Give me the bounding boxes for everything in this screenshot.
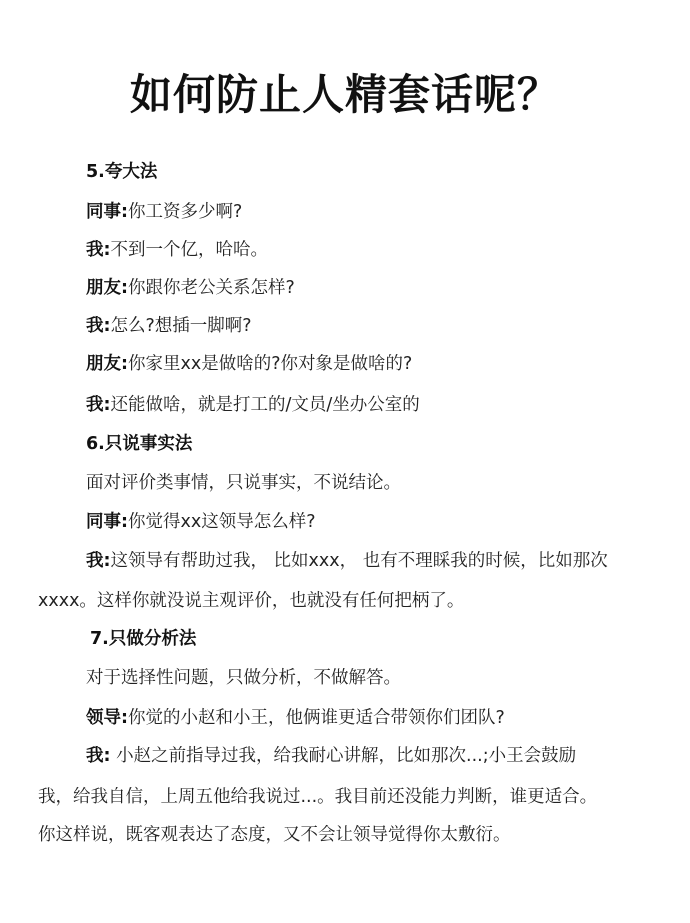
speaker-label: 同事: xyxy=(86,202,128,222)
dialogue-text: 你觉的小赵和小王，他俩谁更适合带领你们团队? xyxy=(128,708,505,728)
section-heading-7: 7.只做分析法 xyxy=(90,629,197,649)
dialogue-line xyxy=(86,200,242,224)
speaker-label: 领导: xyxy=(86,708,128,728)
dialogue-text: 你工资多少啊? xyxy=(128,202,243,222)
dialogue-line xyxy=(86,238,268,262)
dialogue-text: 还能做啥，就是打工的/文员/坐办公室的 xyxy=(110,395,420,415)
dialogue-line xyxy=(86,706,505,730)
speaker-label: 朋友: xyxy=(86,278,128,298)
dialogue-line xyxy=(86,744,576,768)
speaker-label: 我: xyxy=(86,746,111,766)
dialogue-line xyxy=(86,352,412,376)
dialogue-continuation: xxxx。这样你就没说主观评价，也就没有任何把柄了。 xyxy=(38,591,465,611)
dialogue-continuation: 我，给我自信，上周五他给我说过...。我目前还没能力判断，谁更适合。 xyxy=(38,787,598,807)
dialogue-line xyxy=(86,549,608,573)
dialogue-text: 小赵之前指导过我，给我耐心讲解，比如那次...;小王会鼓励 xyxy=(110,746,577,766)
dialogue-text: 你跟你老公关系怎样? xyxy=(128,278,295,298)
dialogue-line xyxy=(86,314,252,338)
speaker-label: 我: xyxy=(86,316,111,336)
dialogue-text: 这领导有帮助过我， 比如xxx， 也有不理睬我的时候，比如那次 xyxy=(110,551,608,571)
dialogue-text: 怎么?想插一脚啊? xyxy=(110,316,252,336)
speaker-label: 我: xyxy=(86,395,111,415)
speaker-label: 同事: xyxy=(86,512,128,532)
section-intro: 面对评价类事情，只说事实，不说结论。 xyxy=(86,473,401,493)
section-heading-5: 5.夸大法 xyxy=(86,162,158,182)
speaker-label: 朋友: xyxy=(86,354,128,374)
dialogue-text: 你家里xx是做啥的?你对象是做啥的? xyxy=(128,354,413,374)
section-heading-6: 6.只说事实法 xyxy=(86,434,193,454)
dialogue-line xyxy=(86,276,295,300)
speaker-label: 我: xyxy=(86,551,111,571)
speaker-label: 我: xyxy=(86,240,111,260)
page-title: 如何防止人精套话呢？ xyxy=(129,70,560,119)
section-intro: 对于选择性问题，只做分析，不做解答。 xyxy=(86,668,401,688)
dialogue-continuation: 你这样说，既客观表达了态度，又不会让领导觉得你太敷衍。 xyxy=(38,825,511,845)
dialogue-text: 不到一个亿，哈哈。 xyxy=(110,240,268,260)
dialogue-text: 你觉得xx这领导怎么样? xyxy=(128,512,316,532)
dialogue-line xyxy=(86,510,316,534)
dialogue-line xyxy=(86,393,420,417)
